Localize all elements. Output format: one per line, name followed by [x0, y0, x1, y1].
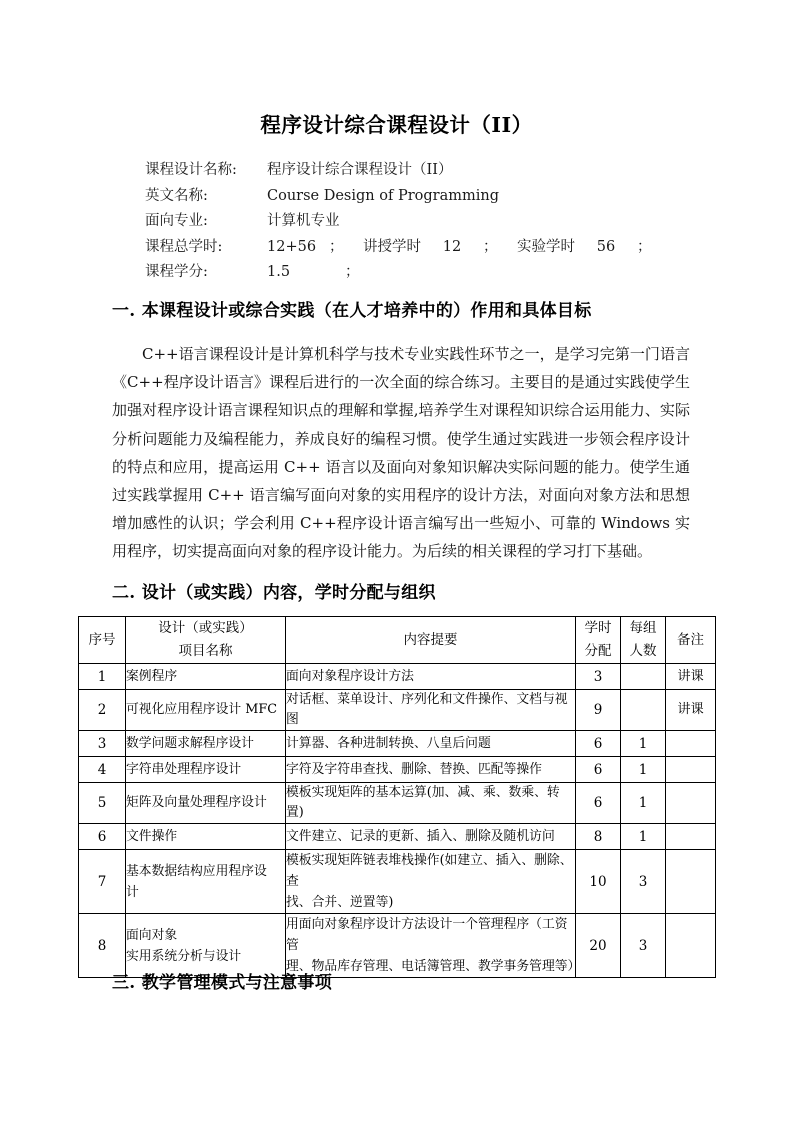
cell-desc: [286, 690, 576, 731]
cell-desc: [286, 757, 576, 783]
meta-row-english-name: [145, 184, 705, 210]
cell-hours: 6: [576, 783, 621, 824]
cell-name-line1: 案例程序: [126, 668, 178, 684]
schedule-table-wrapper: [78, 616, 715, 978]
header-label-hours-line1: 学时: [584, 620, 612, 636]
cell-note: [666, 850, 716, 914]
cell-name-line1: 字符串处理程序设计: [126, 761, 242, 777]
cell-hours: 9: [576, 690, 621, 731]
cell-hours: 3: [576, 664, 621, 690]
table-header-row: [79, 617, 716, 664]
meta-row-total-hours: [145, 235, 705, 261]
cell-no: 1: [79, 664, 126, 690]
cell-name-line1: 数学问题求解程序设计: [126, 735, 254, 751]
header-label-desc: 内容提要: [403, 631, 458, 648]
header-label-group-line2: 人数: [629, 643, 657, 659]
cell-group: [621, 690, 666, 731]
cell-hours: 8: [576, 824, 621, 850]
cell-desc-line2: 理、物品库存管理、电话簿管理、教学事务管理等）: [286, 959, 581, 974]
schedule-table: [78, 616, 716, 978]
meta-label-english-name: 英文名称:: [145, 187, 208, 204]
meta-value-total-hours: 12+56: [267, 238, 317, 255]
table-header: [79, 617, 716, 664]
cell-desc-line1: 模板实现矩阵链表堆栈操作(如建立、插入、删除、查: [286, 853, 573, 889]
header-cell-desc: [286, 617, 576, 664]
cell-name: [126, 757, 286, 783]
cell-desc-line1: 对话框、菜单设计、序列化和文件操作、文档与视图: [286, 692, 568, 727]
cell-desc-line1: 文件建立、记录的更新、插入、删除及随机访问: [286, 828, 555, 844]
meta-value-lecture-hours: 12: [442, 238, 462, 255]
cell-note: [666, 731, 716, 757]
cell-note: 讲课: [666, 690, 716, 731]
cell-hours: 6: [576, 757, 621, 783]
cell-no: 6: [79, 824, 126, 850]
meta-value-major: 计算机专业: [267, 213, 340, 229]
section-heading-three: 三. 教学管理模式与注意事项: [112, 973, 333, 993]
course-meta-block: [145, 158, 705, 286]
header-cell-no: [79, 617, 126, 664]
page-title: 程序设计综合课程设计（II）: [260, 113, 533, 137]
section-one-paragraph: C++语言课程设计是计算机科学与技术专业实践性环节之一，是学习完第一门语言《C++程序设计语言》课程后进行的一次全面的综合练习。主要目的是通过实践使学生加强对程序设计语言课程知识点的理解和掌握,培养学生对课程知识综合运用能力、实际分析问题能力及编程能力，养成良好的编程习惯。使学生通过实践进一步领会程序设计的特点和应用，提高运用 C++ 语言以及面向对象知识解决实际问题的能力。使学生通过实践掌握用 C++ 语言编写面向对象的实用程序的设计方法，对面向对象方法和思想增加感性的认识；学会利用 C++程序设计语言编写出一些短小、可靠的 Windows 实用程序，切实提高面向对象的程序设计能力。为后续的相关课程的学习打下基础。: [112, 345, 690, 561]
cell-desc: [286, 664, 576, 690]
cell-group: 1: [621, 731, 666, 757]
header-label-note: 备注: [677, 631, 704, 648]
table-row: [79, 850, 716, 914]
table-row: [79, 783, 716, 824]
cell-note: [666, 914, 716, 978]
cell-hours: 6: [576, 731, 621, 757]
cell-group: 3: [621, 914, 666, 978]
header-cell-group: [621, 617, 666, 664]
meta-row-credits: [145, 260, 705, 286]
cell-no: 3: [79, 731, 126, 757]
cell-desc: [286, 850, 576, 914]
section-heading-two: 二. 设计（或实践）内容，学时分配与组织: [112, 583, 436, 603]
cell-desc-line1: 用面向对象程序设计方法设计一个管理程序（工资管: [286, 917, 568, 953]
cell-name-line1: 可视化应用程序设计 MFC: [126, 702, 278, 717]
cell-group: 3: [621, 850, 666, 914]
header-label-hours-line2: 分配: [584, 643, 612, 659]
meta-separator-3: ；: [637, 238, 652, 255]
meta-value-english-name: Course Design of Programming: [267, 187, 499, 204]
table-row: [79, 824, 716, 850]
header-label-group-line1: 每组: [629, 620, 657, 636]
cell-note: [666, 824, 716, 850]
cell-hours: 10: [576, 850, 621, 914]
meta-label-lecture-hours: 讲授学时: [363, 238, 421, 255]
cell-group: 1: [621, 824, 666, 850]
meta-label-major: 面向专业:: [145, 213, 208, 229]
table-row: [79, 731, 716, 757]
cell-name-line2: 计: [126, 884, 139, 900]
cell-no: 5: [79, 783, 126, 824]
table-row: [79, 757, 716, 783]
header-cell-note: [666, 617, 716, 664]
cell-name-line1: 基本数据结构应用程序设: [126, 863, 267, 879]
section-heading-one: 一. 本课程设计或综合实践（在人才培养中的）作用和具体目标: [112, 301, 592, 321]
meta-value-credits: 1.5: [267, 264, 291, 280]
cell-no: 7: [79, 850, 126, 914]
meta-separator-2: ；: [483, 238, 498, 255]
cell-name-line1: 面向对象: [126, 927, 178, 943]
header-cell-name: [126, 617, 286, 664]
meta-label-lab-hours: 实验学时: [517, 238, 575, 255]
cell-name: [126, 664, 286, 690]
cell-name: [126, 783, 286, 824]
meta-value-course-name: 程序设计综合课程设计（II）: [267, 162, 453, 178]
meta-separator-4: ；: [345, 264, 360, 280]
cell-desc-line1: 面向对象程序设计方法: [286, 668, 414, 684]
meta-label-course-name: 课程设计名称:: [145, 162, 237, 178]
cell-desc: [286, 731, 576, 757]
cell-no: 8: [79, 914, 126, 978]
cell-desc: [286, 824, 576, 850]
meta-label-credits: 课程学分:: [145, 264, 208, 280]
cell-group: 1: [621, 783, 666, 824]
cell-desc-line1: 模板实现矩阵的基本运算(加、减、乘、数乘、转置): [286, 785, 560, 820]
cell-note: [666, 783, 716, 824]
meta-value-lab-hours: 56: [596, 238, 616, 255]
table-row: [79, 690, 716, 731]
header-label-no: 序号: [88, 631, 116, 648]
cell-group: 1: [621, 757, 666, 783]
cell-note: [666, 757, 716, 783]
cell-name-line1: 文件操作: [126, 828, 178, 844]
meta-row-major: [145, 209, 705, 235]
meta-row-course-name: [145, 158, 705, 184]
table-body: [79, 664, 716, 978]
header-cell-hours: [576, 617, 621, 664]
cell-name: [126, 850, 286, 914]
cell-desc-line1: 字符及字符串查找、删除、替换、匹配等操作: [286, 761, 542, 777]
cell-name: [126, 824, 286, 850]
cell-name: [126, 731, 286, 757]
cell-note: 讲课: [666, 664, 716, 690]
header-label-name-line1: 设计（或实践）: [158, 620, 253, 636]
cell-no: 2: [79, 690, 126, 731]
cell-desc: [286, 783, 576, 824]
cell-hours: 20: [576, 914, 621, 978]
cell-name-line2: 实用系统分析与设计: [126, 948, 242, 964]
cell-no: 4: [79, 757, 126, 783]
cell-name-line1: 矩阵及向量处理程序设计: [126, 795, 267, 810]
cell-group: [621, 664, 666, 690]
cell-name: [126, 690, 286, 731]
meta-label-total-hours: 课程总学时:: [145, 238, 223, 255]
cell-desc-line1: 计算器、各种进制转换、八皇后问题: [286, 735, 491, 751]
meta-separator-1: ；: [329, 238, 344, 255]
cell-desc-line2: 找、合并、逆置等): [286, 895, 394, 910]
header-label-name-line2: 项目名称: [178, 643, 233, 659]
table-row: [79, 664, 716, 690]
